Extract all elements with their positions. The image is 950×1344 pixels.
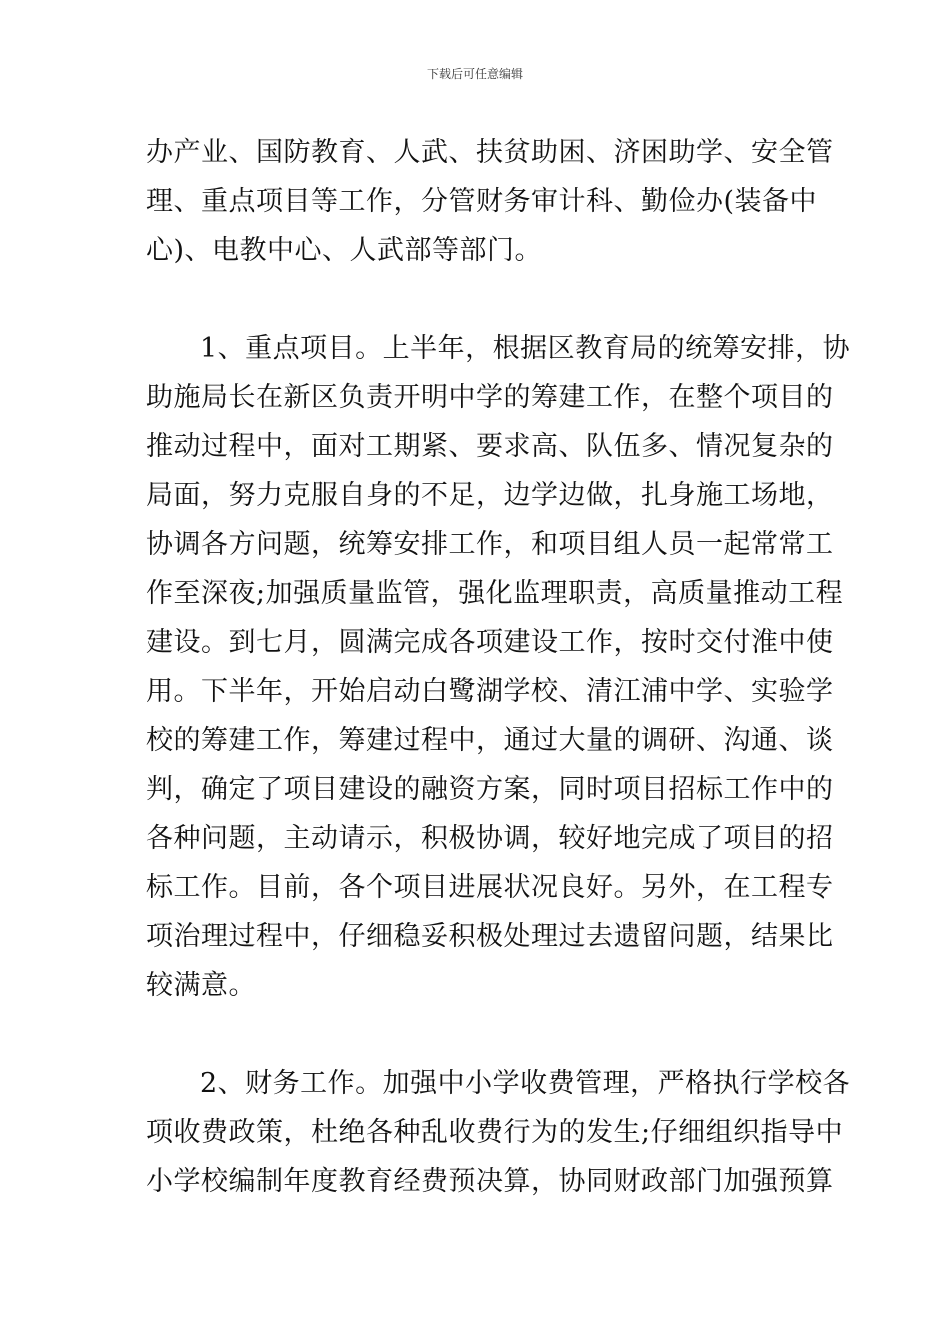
- text-line: 协调各方问题，统筹安排工作，和项目组人员一起常常工: [146, 529, 834, 560]
- document-body: [146, 128, 851, 1206]
- text-line: 助施局长在新区负责开明中学的筹建工作，在整个项目的: [146, 382, 834, 413]
- text-line: 心)、电教中心、人武部等部门。: [146, 235, 543, 266]
- text-line: 项收费政策，杜绝各种乱收费行为的发生;仔细组织指导中: [146, 1117, 844, 1148]
- text-line: 建设。到七月，圆满完成各项建设工作，按时交付淮中使: [146, 627, 834, 658]
- text-line: 办产业、国防教育、人武、扶贫助困、济困助学、安全管: [146, 137, 834, 168]
- paragraph-key-projects: [146, 324, 851, 1010]
- paragraph-gap: [146, 1010, 810, 1059]
- text-line: 作至深夜;加强质量监管，强化监理职责，高质量推动工程: [146, 578, 844, 609]
- text-line: 项治理过程中，仔细稳妥积极处理过去遗留问题，结果比: [146, 921, 834, 952]
- text-line: 各种问题，主动请示，积极协调，较好地完成了项目的招: [146, 823, 834, 854]
- paragraph-gap: [146, 275, 810, 324]
- text-line: 小学校编制年度教育经费预决算，协同财政部门加强预算: [146, 1166, 834, 1197]
- text-line: 理、重点项目等工作，分管财务审计科、勤俭办(装备中: [146, 186, 818, 217]
- text-line: 较满意。: [146, 970, 256, 1001]
- text-line: 校的筹建工作，筹建过程中，通过大量的调研、沟通、谈: [146, 725, 834, 756]
- page-header: 下载后可任意编辑: [426, 67, 523, 81]
- text-line: 局面，努力克服自身的不足，边学边做，扎身施工场地，: [146, 480, 834, 511]
- paragraph-finance-work: [146, 1059, 851, 1206]
- text-line: 2、财务工作。加强中小学收费管理，严格执行学校各: [200, 1068, 851, 1099]
- text-line: 1、重点项目。上半年，根据区教育局的统筹安排，协: [200, 333, 851, 364]
- text-line: 标工作。目前，各个项目进展状况良好。另外，在工程专: [146, 872, 834, 903]
- text-line: 用。下半年，开始启动白鹭湖学校、清江浦中学、实验学: [146, 676, 834, 707]
- text-line: 推动过程中，面对工期紧、要求高、队伍多、情况复杂的: [146, 431, 834, 462]
- text-line: 判，确定了项目建设的融资方案，同时项目招标工作中的: [146, 774, 834, 805]
- paragraph-continuation: [146, 128, 834, 275]
